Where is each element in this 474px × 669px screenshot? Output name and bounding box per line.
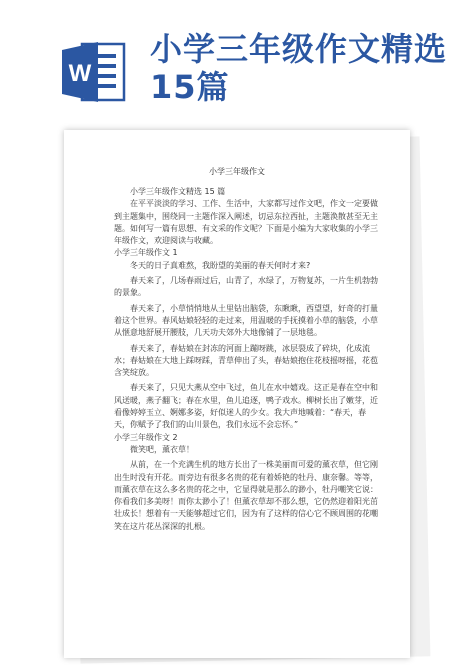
- paragraph: 小学三年级作文 1: [114, 248, 178, 258]
- paragraph: 从前，在一个充满生机的地方长出了一株美丽而可爱的薰衣草，但它刚出生时没有开花。而旁边有很多名贵的花有着娇艳的牡丹、康奈馨。等等，而薰衣草在这么多名贵的花之中，它显得就是那么的渺小，牡丹嘲笑它说：你看我们多美呀！而你太渺小了！但薰衣草却不那么想，它仍然迎着阳光茁壮成长！想着有一天能够超过它们，因为有了这样的信心它不顾周围的花嘲笑在这片花丛深深的扎根。: [114, 460, 378, 531]
- paragraph: 春天来了，小草悄悄地从土里钻出脑袋，东瞅瞅，西望望，好奇的打量着这个世界。春风姑娘轻轻的走过来，用温暖的手抚摸着小草的脑袋，小草从惬意地舒展开腰肢，几天功夫郊外大地像铺了一层地毯。: [114, 303, 378, 338]
- paragraph: 小学三年级作文精选 15 篇: [130, 187, 226, 196]
- document-body: [114, 186, 378, 533]
- word-icon-letter: W: [68, 60, 92, 87]
- paragraph: 微笑吧，薰衣草！: [130, 444, 194, 454]
- paragraph: 冬天的日子真难熬，我盼望的美丽的春天何时才来?: [130, 260, 311, 270]
- word-document-icon: [60, 38, 128, 106]
- paragraph: 在平平淡淡的学习、工作、生活中，大家都写过作文吧，作文一定要做到主题集中，围绕同一主题作深入阐述，切忌东拉西扯，主题涣散甚至无主题。如何写一篇有思想、有文采的作文呢？下面是小编为大家收集的小学三年级作文，欢迎阅读与收藏。: [114, 199, 378, 246]
- header: [0, 0, 474, 118]
- paragraph: 春天来了，春姑娘在封冻的河面上蹦呀跳，冰层裂成了碎块，化成流水；春姑娘在大地上踩呀踩，青草伸出了头，春姑娘抱住花枝摇呀摇，花苞含笑绽放。: [114, 343, 378, 378]
- document-page: [64, 130, 410, 658]
- document-title: 小学三年级作文: [209, 167, 265, 176]
- paragraph: 小学三年级作文 2: [114, 432, 178, 442]
- paragraph: 春天来了，几场春雨过后，山青了，水绿了，万物复苏，一片生机勃勃的景象。: [114, 276, 378, 298]
- paragraph: 春天来了，只见大燕从空中飞过，鱼儿在水中嬉戏。这正是春在空中和风送暖，燕子翻飞；春在水里，鱼儿追逐，鸭子戏水。柳树长出了嫩芽，近看像婷婷玉立、婀娜多姿，好似迷人的少女。我大声地喊着：“春天，春天，你赋予了我们的山川景色，我们永远不会忘怀。”: [114, 383, 378, 430]
- page-title: 小学三年级作文精选15篇: [150, 30, 448, 106]
